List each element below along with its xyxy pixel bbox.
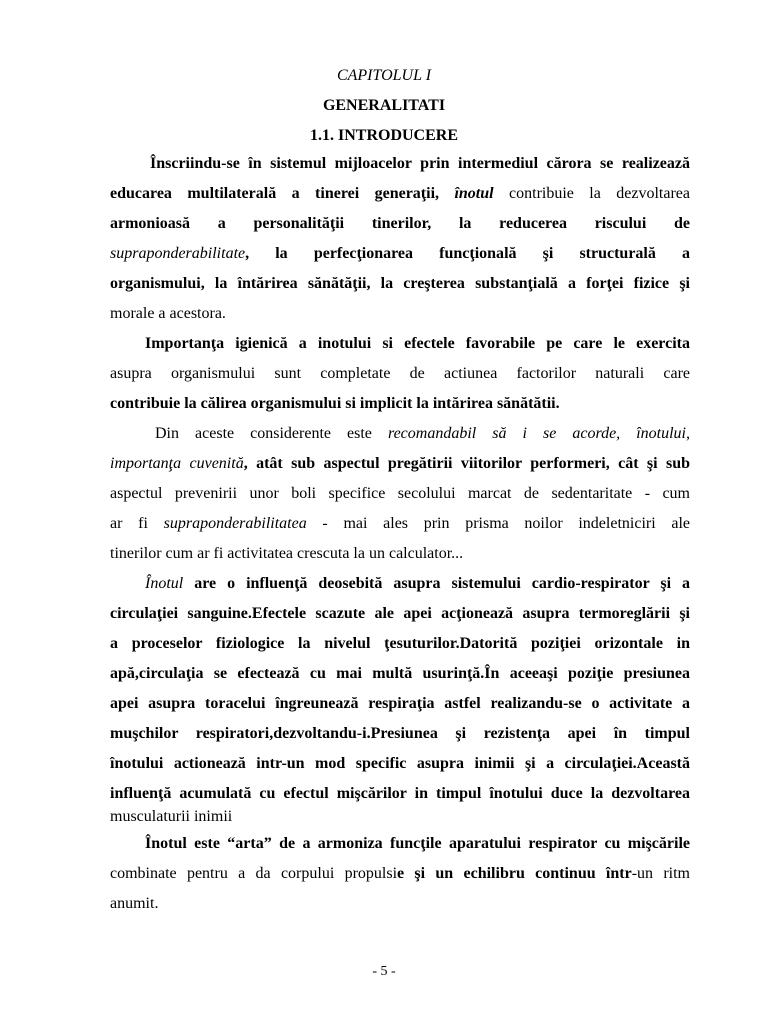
p1-line-1: Înscriindu-se în sistemul mijloacelor prin intermediul cărora se realizează bbox=[150, 155, 690, 172]
p4-line-7: înotului actionează intr-un mod specific asupra inimii şi a circulaţiei.Această bbox=[110, 755, 690, 772]
p2-line-3: contribuie la călirea organismului si implicit la intărirea sănătătii. bbox=[110, 395, 560, 412]
p3-line-3: aspectul prevenirii unor boli specifice secolului marcat de sedentaritate - cum bbox=[110, 485, 690, 502]
p3-line-5: tinerilor cum ar fi activitatea crescuta la un calculator... bbox=[110, 545, 464, 562]
p5-line-1: Înotul este “arta” de a armoniza funcţile aparatului respirator cu mişcările bbox=[145, 835, 690, 852]
p4-line-2: circulaţiei sanguine.Efectele scazute ale apei acţionează asupra termoreglării şi bbox=[110, 605, 690, 622]
p3-line-1: Din aceste considerente este recomandabil să i se acorde, înotului, bbox=[155, 425, 690, 442]
p1-line-2: educarea multilaterală a tinerei generaţii, înotul contribuie la dezvoltarea bbox=[110, 185, 690, 202]
section-heading: 1.1. INTRODUCERE bbox=[309, 127, 458, 144]
p4-line-3: a proceselor fiziologice la nivelul ţesuturilor.Datorită poziţiei orizontale in bbox=[110, 635, 690, 652]
page-number: - 5 - bbox=[372, 964, 396, 979]
p1-line-5: organismului, la întărirea sănătăţii, la creşterea substanţială a forţei fizice şi bbox=[110, 275, 690, 292]
p4-line-9: musculaturii inimii bbox=[110, 808, 233, 825]
p4-line-8: influenţă acumulată cu efectul mişcărilor in timpul înotului duce la dezvoltarea bbox=[110, 785, 690, 802]
p1-line-6: morale a acestora. bbox=[110, 305, 226, 322]
p1-line-4: supraponderabilitate, la perfecţionarea funcţională şi structurală a bbox=[110, 245, 690, 262]
p1-line-3: armonioasă a personalităţii tinerilor, la reducerea riscului de bbox=[110, 215, 690, 232]
p5-line-2: combinate pentru a da corpului propulsie şi un echilibru continuu într-un ritm bbox=[110, 865, 691, 882]
chapter-title: GENERALITATI bbox=[322, 97, 446, 114]
p3-line-4: ar fi supraponderabilitatea - mai ales prin prisma noilor indeletniciri ale bbox=[110, 515, 691, 532]
chapter-heading: CAPITOLUL I bbox=[336, 67, 432, 84]
p4-line-4: apă,circulaţia se efectează cu mai multă usurinţă.În aceeaşi poziţie presiunea bbox=[110, 665, 690, 682]
p2-line-2: asupra organismului sunt completate de actiunea factorilor naturali care bbox=[110, 365, 690, 382]
p3-line-2: importanţa cuvenită, atât sub aspectul pregătirii viitorilor performeri, cât şi sub bbox=[110, 455, 691, 472]
p4-line-5: apei asupra toracelui îngreunează respiraţia astfel realizandu-se o activitate a bbox=[110, 695, 690, 712]
p5-line-3: anumit. bbox=[110, 895, 159, 912]
p4-line-6: muşchilor respiratori,dezvoltandu-i.Presiunea şi rezistenţa apei în timpul bbox=[110, 725, 690, 742]
p4-line-1: Înotul are o influenţă deosebită asupra sistemului cardio-respirator şi a bbox=[145, 575, 691, 592]
p2-line-1: Importanţa igienică a inotului si efectele favorabile pe care le exercita bbox=[145, 335, 690, 352]
